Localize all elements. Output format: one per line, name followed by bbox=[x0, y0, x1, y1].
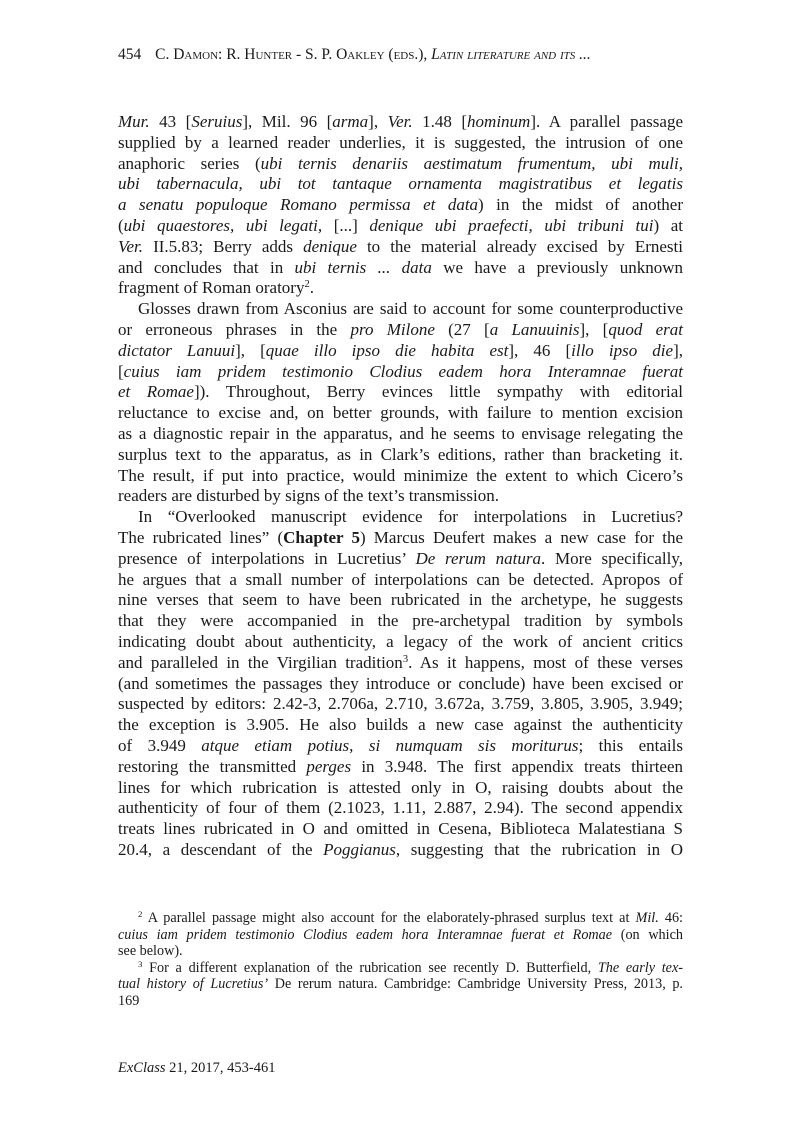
text-segment: Mil. bbox=[635, 910, 659, 926]
text-line bbox=[118, 674, 683, 695]
text-segment: of 3.949 bbox=[118, 735, 202, 755]
text-segment: . As it happens, most of these verses bbox=[408, 652, 684, 672]
text-line bbox=[118, 528, 683, 549]
text-segment: in 3.948. The first appendix treats thirteen bbox=[351, 756, 684, 776]
text-segment: perges bbox=[306, 756, 352, 776]
text-segment: ], 46 [ bbox=[508, 340, 572, 360]
text-segment: (and sometimes the passages they introduce or conclude) have been excised or bbox=[118, 673, 683, 693]
text-line bbox=[118, 112, 683, 133]
text-line bbox=[118, 278, 683, 299]
text-segment: hominum bbox=[467, 112, 531, 131]
text-segment: or erroneous phrases in the bbox=[118, 319, 351, 339]
text-segment: For a different explanation of the rubrication see recently D. Butterfield, bbox=[142, 959, 598, 976]
text-line bbox=[118, 320, 683, 341]
text-segment: treats lines rubricated in O and omitted in Cesena, Biblioteca Malatestiana S bbox=[118, 819, 683, 839]
text-segment: 1.48 [ bbox=[412, 112, 468, 131]
text-line bbox=[118, 486, 683, 507]
text-segment: ( bbox=[118, 215, 124, 235]
footnote-line bbox=[118, 993, 683, 1010]
text-segment: reluctance to excise and, on better grounds, with failure to mention excision bbox=[118, 403, 683, 423]
text-segment: The rubricated lines” ( bbox=[118, 527, 284, 547]
text-segment: Poggianus bbox=[323, 839, 396, 859]
text-line bbox=[118, 382, 683, 403]
text-segment: ], bbox=[368, 112, 388, 131]
text-segment: (27 [ bbox=[434, 319, 490, 339]
running-head-title: Latin literature and its ... bbox=[431, 46, 591, 63]
text-segment: quod erat bbox=[608, 319, 683, 339]
text-segment: denique bbox=[303, 236, 357, 256]
text-segment: presence of interpolations in Lucretius’ bbox=[118, 548, 416, 568]
text-segment: ) Marcus Deufert makes a new case for the bbox=[359, 527, 683, 547]
text-line bbox=[118, 466, 683, 487]
text-segment: fragment of Roman oratory bbox=[118, 278, 305, 298]
text-segment: et Romae bbox=[118, 382, 194, 402]
text-segment: ubi tabernacula, ubi tot tantaque ornamenta magistratibus et legatis bbox=[118, 174, 683, 194]
text-segment: , suggesting that the rubrication in O bbox=[395, 839, 683, 859]
text-line bbox=[118, 133, 683, 154]
text-segment: ) in the midst of another bbox=[478, 195, 683, 215]
text-line bbox=[118, 632, 683, 653]
text-line bbox=[118, 611, 683, 632]
text-line bbox=[118, 653, 683, 674]
text-segment: 20.4, a descendant of the bbox=[118, 839, 324, 859]
text-segment: that they were accompanied in the pre-archetypal tradition by symbols bbox=[118, 611, 683, 631]
text-segment: authenticity of four of them (2.1023, 1.11, 2.887, 2.94). The second appendix bbox=[118, 798, 683, 818]
text-segment: II.5.83; Berry adds bbox=[143, 236, 304, 256]
text-segment: The early tex- bbox=[597, 959, 683, 976]
text-segment: anaphoric series ( bbox=[118, 153, 261, 173]
text-segment: A parallel passage might also account for the elaborately-phrased surplus text at bbox=[142, 910, 636, 926]
text-segment: Ver. bbox=[387, 112, 413, 131]
text-segment: he argues that a small number of interpolations can be detected. Apropos of bbox=[118, 569, 683, 589]
text-segment: 46: bbox=[658, 910, 683, 926]
text-segment: Chapter 5 bbox=[283, 527, 360, 547]
text-segment: cuius iam pridem testimonio Clodius eadem hora Interamnae fuerat et Romae bbox=[118, 926, 613, 943]
text-line bbox=[118, 715, 683, 736]
text-segment: restoring the transmitted bbox=[118, 756, 307, 776]
text-line bbox=[118, 341, 683, 362]
text-segment: ], Mil. 96 [ bbox=[242, 112, 333, 131]
text-segment: and concludes that in bbox=[118, 257, 295, 277]
text-segment: [ bbox=[118, 361, 124, 381]
text-segment: as a diagnostic repair in the apparatus, and he seems to envisage relegating the bbox=[118, 423, 683, 443]
journal-footer bbox=[118, 1060, 276, 1077]
text-segment: ], bbox=[673, 340, 683, 360]
text-segment: suspected by editors: 2.42-3, 2.706a, 2.710, 3.672a, 3.759, 3.805, 3.905, 3.949; bbox=[118, 694, 683, 714]
text-segment: see below). bbox=[118, 943, 183, 960]
text-line bbox=[118, 778, 683, 799]
text-segment: a senatu populoque Romano permissa et data bbox=[118, 195, 479, 215]
text-line bbox=[118, 570, 683, 591]
text-line bbox=[118, 258, 683, 279]
text-segment: [...] bbox=[322, 215, 370, 235]
text-segment: In “Overlooked manuscript evidence for interpolations in Lucretius? bbox=[138, 507, 683, 527]
text-segment: 43 [ bbox=[149, 112, 192, 131]
text-segment: . bbox=[309, 278, 314, 298]
text-line bbox=[118, 819, 683, 840]
text-segment: 169 bbox=[118, 992, 140, 1009]
running-header bbox=[118, 46, 591, 64]
journal-citation: 21, 2017, 453-461 bbox=[165, 1060, 276, 1076]
footnote-line bbox=[118, 960, 683, 977]
text-line bbox=[118, 154, 683, 175]
text-segment: quae illo ipso die habita est bbox=[265, 340, 509, 360]
text-line bbox=[118, 445, 683, 466]
text-segment: Seruius bbox=[191, 112, 243, 131]
text-line bbox=[118, 362, 683, 383]
footnote-line bbox=[118, 976, 683, 993]
text-segment: ubi ternis ... data bbox=[294, 257, 432, 277]
text-segment: a Lanuuinis bbox=[489, 319, 580, 339]
page-number: 454 bbox=[118, 46, 142, 63]
text-line bbox=[118, 424, 683, 445]
text-segment: to the material already excised by Ernesti bbox=[356, 236, 683, 256]
text-segment: illo ipso die bbox=[571, 340, 674, 360]
text-line bbox=[118, 549, 683, 570]
text-segment: De rerum natura bbox=[415, 548, 541, 568]
footnote-marker: 2 bbox=[138, 909, 143, 920]
text-line bbox=[118, 237, 683, 258]
footnote-marker: 2 bbox=[304, 279, 310, 291]
text-line bbox=[118, 174, 683, 195]
text-segment: ]). Throughout, Berry evinces little sympathy with editorial bbox=[193, 382, 683, 402]
text-line bbox=[118, 798, 683, 819]
running-head-authors: C. Damon: R. Hunter - S. P. Oakley (eds.), bbox=[155, 46, 432, 63]
journal-name: ExClass bbox=[118, 1060, 166, 1076]
text-line bbox=[118, 507, 683, 528]
text-segment: denique ubi praefecti, ubi tribuni tui bbox=[369, 215, 654, 235]
footnotes bbox=[118, 910, 683, 1010]
text-segment: indicating doubt about authenticity, a legacy of the work of ancient critics bbox=[118, 631, 683, 651]
footnote-line bbox=[118, 927, 683, 944]
text-segment: arma bbox=[332, 112, 369, 131]
text-segment: Ver. bbox=[118, 236, 144, 256]
text-segment: ubi ternis denariis aestimatum frumentum, ubi muli, bbox=[260, 153, 683, 173]
text-line bbox=[118, 694, 683, 715]
text-line bbox=[118, 216, 683, 237]
text-line bbox=[118, 195, 683, 216]
text-segment: tual history of Lucretius’ bbox=[118, 976, 269, 993]
text-line bbox=[118, 757, 683, 778]
text-line bbox=[118, 840, 683, 861]
text-segment: Mur. bbox=[118, 112, 150, 131]
text-segment: atque etiam potius, si numquam sis moriturus bbox=[201, 735, 579, 755]
text-line bbox=[118, 299, 683, 320]
footnote-line bbox=[118, 943, 683, 960]
main-text bbox=[118, 112, 683, 861]
text-segment: Glosses drawn from Asconius are said to account for some counterproductive bbox=[138, 299, 683, 319]
footnote-line bbox=[118, 910, 683, 927]
text-segment: The result, if put into practice, would minimize the extent to which Cicero’s bbox=[118, 465, 683, 485]
text-segment: the exception is 3.905. He also builds a new case against the authenticity bbox=[118, 715, 683, 735]
text-segment: we have a previously unknown bbox=[431, 257, 683, 277]
text-line bbox=[118, 590, 683, 611]
text-segment: pro Milone bbox=[350, 319, 435, 339]
text-segment: nine verses that seem to have been rubricated in the archetype, he suggests bbox=[118, 590, 683, 610]
text-line bbox=[118, 736, 683, 757]
text-segment: supplied by a learned reader underlies, it is suggested, the intrusion of one bbox=[118, 132, 683, 152]
text-segment: (on which bbox=[612, 926, 683, 943]
text-segment: surplus text to the apparatus, as in Clark’s editions, rather than bracketing it. bbox=[118, 444, 683, 464]
text-segment: ; this entails bbox=[578, 735, 683, 755]
footnote-marker: 3 bbox=[138, 958, 143, 969]
text-segment: ], [ bbox=[235, 340, 266, 360]
text-segment: and paralleled in the Virgilian tradition bbox=[118, 652, 403, 672]
footnote-marker: 3 bbox=[402, 653, 409, 665]
text-segment: ubi quaestores, ubi legati, bbox=[123, 215, 323, 235]
text-segment: ) at bbox=[653, 215, 683, 235]
text-segment: dictator Lanuui bbox=[118, 340, 236, 360]
text-segment: lines for which rubrication is attested only in O, raising doubts about the bbox=[118, 777, 683, 797]
text-segment: ]. A parallel passage bbox=[530, 112, 683, 131]
text-segment: ], [ bbox=[579, 319, 609, 339]
text-line bbox=[118, 403, 683, 424]
text-segment: readers are disturbed by signs of the text’s transmission. bbox=[118, 486, 500, 506]
text-segment: cuius iam pridem testimonio Clodius eadem hora Interamnae fuerat bbox=[123, 361, 683, 381]
text-segment: . More specifically, bbox=[541, 548, 683, 568]
text-segment: De rerum natura. Cambridge: Cambridge University Press, 2013, p. bbox=[268, 976, 683, 993]
